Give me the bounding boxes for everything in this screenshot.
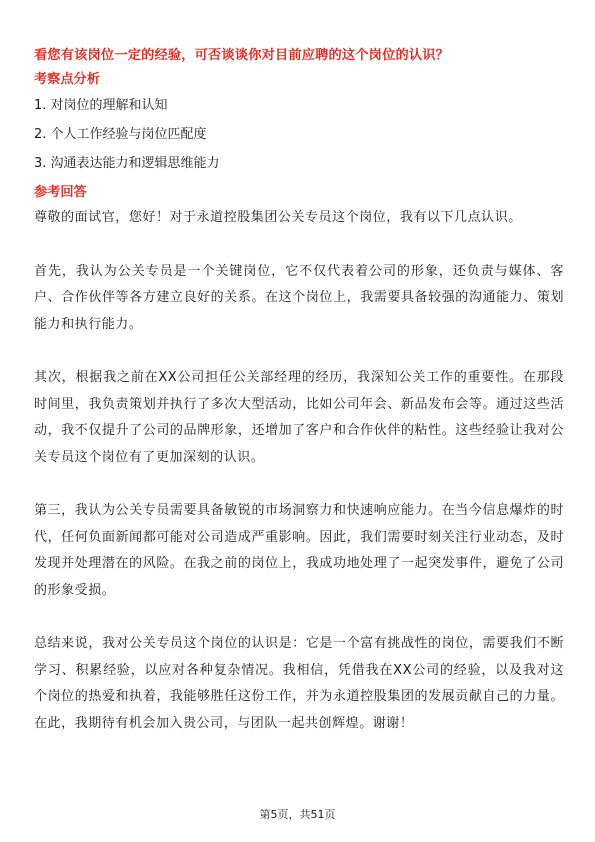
analysis-point: 1. 对岗位的理解和认知 xyxy=(34,98,168,113)
analysis-point: 2. 个人工作经验与岗位匹配度 xyxy=(34,127,207,142)
answer-paragraph: 其次，根据我之前在XX公司担任公关部经理的经历，我深知公关工作的重要性。在那段时间里，我负责策划并执行了多次大型活动，比如公司年会、新品发布会等。通过这些活动，我不仅提升了公司的品牌形象，还增加了客户和合作伙伴的粘性。这些经验让我对公关专员这个岗位有了更加深刻的认识。 xyxy=(34,370,564,465)
answer-paragraph: 首先，我认为公关专员是一个关键岗位，它不仅代表着公司的形象，还负责与媒体、客户、合作伙伴等各方建立良好的关系。在这个岗位上，我需要具备较强的沟通能力、策划能力和执行能力。 xyxy=(34,263,564,332)
answer-paragraph: 总结来说，我对公关专员这个岗位的认识是：它是一个富有挑战性的岗位，需要我们不断学习、积累经验，以应对各种复杂情况。我相信，凭借我在XX公司的经验，以及我对这个岗位的热爱和执着，我能够胜任这份工作，并为永道控股集团的发展贡献自己的力量。在此，我期待有机会加入贵公司，与团队一起共创辉煌。谢谢！ xyxy=(34,636,564,731)
answer-paragraph: 尊敬的面试官，您好！对于永道控股集团公关专员这个岗位，我有以下几点认识。 xyxy=(34,210,522,225)
analysis-title: 考察点分析 xyxy=(34,72,100,87)
paragraph-gap xyxy=(34,604,564,631)
paragraph-gap xyxy=(34,232,564,259)
paragraph-gap xyxy=(34,471,564,498)
answer-paragraph: 第三，我认为公关专员需要具备敏锐的市场洞察力和快速响应能力。在当今信息爆炸的时代，任何负面新闻都可能对公司造成严重影响。因此，我们需要时刻关注行业动态，及时发现并处理潜在的风险。在我之前的岗位上，我成功地处理了一起突发事件，避免了公司的形象受损。 xyxy=(34,503,564,598)
answer-title: 参考回答 xyxy=(34,185,87,200)
paragraph-gap xyxy=(34,338,564,365)
page-content xyxy=(34,46,564,737)
question-heading: 看您有该岗位一定的经验，可否谈谈你对目前应聘的这个岗位的认识？ xyxy=(34,48,450,63)
analysis-points xyxy=(34,96,564,174)
analysis-point: 3. 沟通表达能力和逻辑思维能力 xyxy=(34,156,220,171)
page-number-footer: 第5页，共51页 xyxy=(259,808,336,821)
